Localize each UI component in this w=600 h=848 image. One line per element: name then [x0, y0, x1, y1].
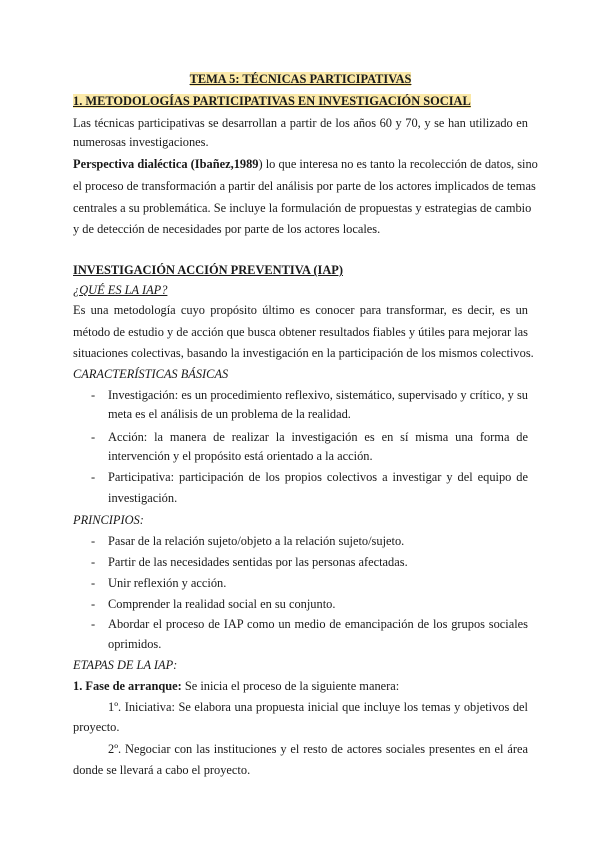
- principle-line: Comprender la realidad social en su conjunto.: [108, 597, 336, 611]
- definition-line: método de estudio y de acción que busca obtener resultados fiables y útiles para mejorar las: [73, 325, 528, 339]
- phase-1-text: Se inicia el proceso de la siguiente manera:: [181, 679, 400, 693]
- stages-heading: ETAPAS DE LA IAP:: [73, 658, 178, 672]
- perspective-line: [73, 156, 538, 172]
- definition-line: Es una metodología cuyo propósito último es conocer para transformar, es decir, es un: [73, 303, 528, 317]
- bullet-dash: -: [91, 534, 96, 548]
- document-title: [73, 71, 528, 87]
- bullet-dash: -: [91, 576, 96, 590]
- principle-line: Unir reflexión y acción.: [108, 576, 227, 590]
- characteristic-line: Participativa: participación de los propios colectivos a investigar y del equipo de: [108, 470, 528, 484]
- step-line: donde se llevará a cabo el proyecto.: [73, 763, 251, 777]
- paragraph-line: numerosas investigaciones.: [73, 135, 209, 149]
- principles-heading: PRINCIPIOS:: [73, 513, 144, 527]
- bullet-dash: -: [91, 470, 96, 484]
- bullet-dash: -: [91, 597, 96, 611]
- principle-line: Partir de las necesidades sentidas por las personas afectadas.: [108, 555, 408, 569]
- paragraph-line: Las técnicas participativas se desarrollan a partir de los años 60 y 70, y se han utilizado en: [73, 116, 528, 130]
- step-line: proyecto.: [73, 720, 120, 734]
- phase-1-line: [73, 678, 528, 694]
- characteristic-line: Investigación: es un procedimiento reflexivo, sistemático, supervisado y crítico, y su: [108, 388, 528, 402]
- section-1-heading: [73, 93, 528, 109]
- step-line: 1º. Iniciativa: Se elabora una propuesta inicial que incluye los temas y objetivos del: [108, 700, 528, 714]
- principle-line: Pasar de la relación sujeto/objeto a la relación sujeto/sujeto.: [108, 534, 405, 548]
- characteristic-line: intervención y el propósito está orientado a la acción.: [108, 449, 373, 463]
- paragraph-line: centrales a su problemática. Se incluye la formulación de propuestas y estrategias de cambio: [73, 201, 532, 215]
- bullet-dash: -: [91, 388, 96, 402]
- principle-line: oprimidos.: [108, 637, 162, 651]
- paragraph-line: el proceso de transformación a partir del análisis por parte de los actores implicados de temas: [73, 179, 536, 193]
- characteristic-line: investigación.: [108, 491, 178, 505]
- characteristic-line: meta es el análisis de un problema de la realidad.: [108, 407, 351, 421]
- phase-1-label: 1. Fase de arranque:: [73, 679, 182, 693]
- characteristics-heading: CARACTERÍSTICAS BÁSICAS: [73, 367, 229, 381]
- paragraph-line: y de detección de necesidades por parte de los actores locales.: [73, 222, 381, 236]
- bullet-dash: -: [91, 617, 96, 631]
- bullet-dash: -: [91, 430, 96, 444]
- iap-heading: INVESTIGACIÓN ACCIÓN PREVENTIVA (IAP): [73, 263, 343, 277]
- section-1-heading-text: 1. METODOLOGÍAS PARTICIPATIVAS EN INVESTIGACIÓN SOCIAL: [73, 94, 471, 108]
- characteristic-line: Acción: la manera de realizar la investigación es en sí misma una forma de: [108, 430, 528, 444]
- iap-question-heading: ¿QUÉ ES LA IAP?: [73, 283, 168, 297]
- title-text: TEMA 5: TÉCNICAS PARTICIPATIVAS: [189, 72, 412, 86]
- bullet-dash: -: [91, 555, 96, 569]
- perspective-label: Perspectiva dialéctica (Ibañez,1989: [73, 157, 259, 171]
- definition-line: situaciones colectivas, basando la investigación en la participación de los mismos colectivos.: [73, 346, 534, 360]
- perspective-text: ) lo que interesa no es tanto la recolección de datos, sino: [258, 157, 538, 171]
- principle-line: Abordar el proceso de IAP como un medio de emancipación de los grupos sociales: [108, 617, 528, 631]
- step-line: 2º. Negociar con las instituciones y el resto de actores sociales presentes en el área: [108, 742, 528, 756]
